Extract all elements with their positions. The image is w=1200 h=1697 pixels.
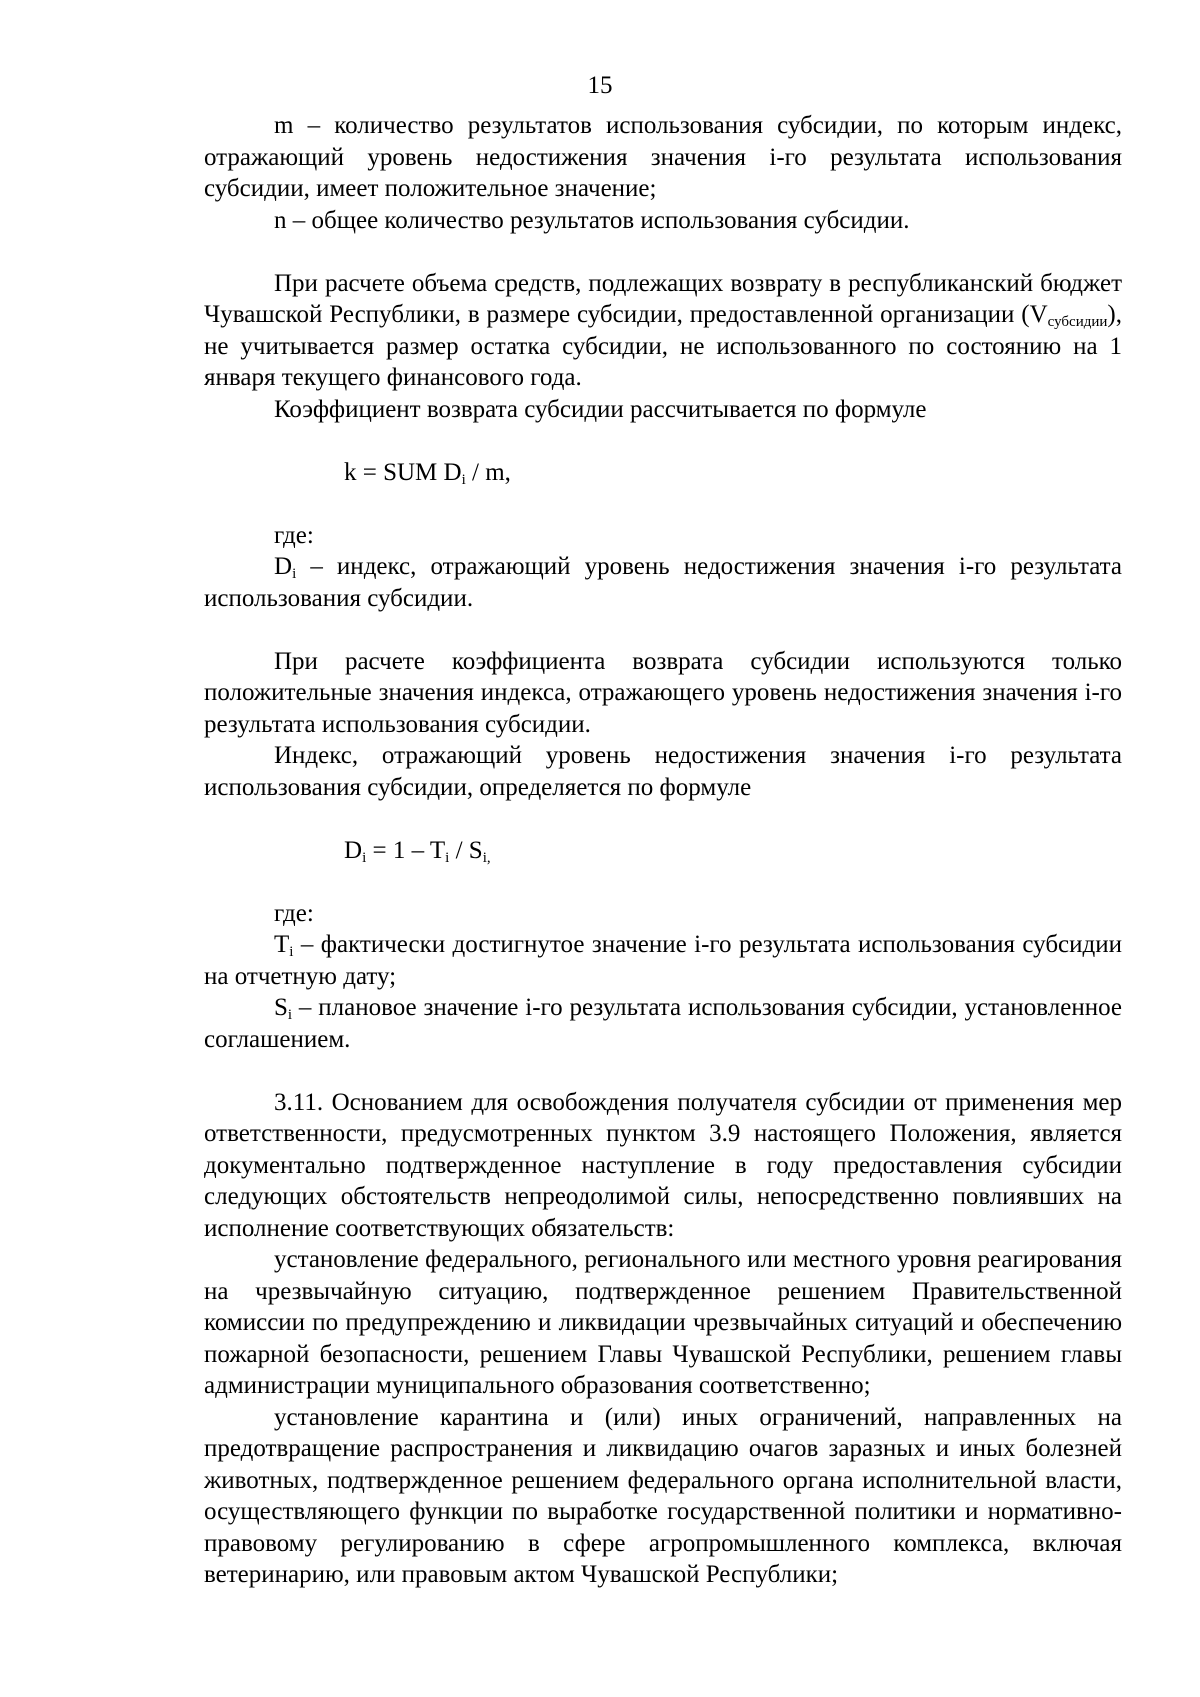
- formula-k-subscript: i: [461, 471, 466, 488]
- formula-d-part-b: = 1 – T: [366, 836, 446, 864]
- document-body: [204, 110, 1122, 1591]
- di-symbol: D: [274, 553, 293, 580]
- formula-d-subscript-1: i: [362, 849, 367, 866]
- di-text: – индекс, отражающий уровень недостижения значения i-го результата использования субсидии.: [204, 553, 1122, 612]
- formula-k-part-b: / m,: [465, 458, 511, 486]
- refund-text-end: ), не учитывается размер остатка субсидии, не использованного по состоянию на 1 января текущего финансового года.: [204, 301, 1122, 391]
- refund-subscript: субсидии: [1047, 314, 1108, 330]
- definition-si: [204, 992, 1122, 1055]
- ti-subscript: i: [289, 944, 294, 960]
- formula-d-part-a: D: [344, 836, 363, 864]
- formula-d-part-c: / S: [449, 836, 483, 864]
- refund-text-start: При расчете объема средств, подлежащих возврату в республиканский бюджет Чувашской Республики, в размере субсидии, предоставленной организации (V: [204, 269, 1122, 328]
- definition-n: n – общее количество результатов использования субсидии.: [274, 206, 910, 234]
- formula-d: [204, 835, 1122, 867]
- formula-k-part-a: k = SUM D: [344, 458, 462, 486]
- paragraph-refund-volume: [204, 268, 1122, 394]
- si-symbol: S: [274, 994, 288, 1021]
- formula-d-subscript-2: i: [445, 849, 450, 866]
- where-label-1: где:: [274, 521, 314, 549]
- paragraph-positive-values: При расчете коэффициента возврата субсидии используются только положительные значения индекса, отражающего уровень недостижения значения i-го результата использования субсидии.: [204, 647, 1122, 738]
- definition-di: [204, 551, 1122, 614]
- paragraph-coefficient-intro: Коэффициент возврата субсидии рассчитывается по формуле: [274, 395, 927, 423]
- paragraph-emergency: установление федерального, регионального или местного уровня реагирования на чрезвычайную ситуацию, подтвержденное решением Правительственной комиссии по предупреждению и ликвидации чрезвычайных ситуаций и обеспечению пожарной безопасности, решением Главы Чувашской Республики, решением главы администрации муниципального образования соответственно;: [204, 1246, 1122, 1399]
- paragraph-3-11: 3.11. Основанием для освобождения получателя субсидии от применения мер ответственности, предусмотренных пунктом 3.9 настоящего Положения, является документально подтвержденное наступление в году предоставления субсидии следующих обстоятельств непреодолимой силы, непосредственно повлиявших на исполнение соответствующих обязательств:: [204, 1088, 1122, 1242]
- si-text: – плановое значение i-го результата использования субсидии, установленное соглашением.: [204, 994, 1122, 1053]
- formula-k: [204, 457, 1122, 489]
- ti-symbol: T: [274, 931, 290, 958]
- si-subscript: i: [287, 1007, 293, 1023]
- di-subscript: i: [292, 566, 297, 582]
- paragraph-index-intro: Индекс, отражающий уровень недостижения значения i-го результата использования субсидии, определяется по формуле: [204, 742, 1122, 801]
- where-label-2: где:: [274, 899, 314, 927]
- formula-d-subscript-3: i,: [482, 849, 491, 866]
- ti-text: – фактически достигнутое значение i-го результата использования субсидии на отчетную дату;: [204, 931, 1122, 990]
- paragraph-quarantine: установление карантина и (или) иных ограничений, направленных на предотвращение распространения и ликвидацию очагов заразных и иных болезней животных, подтвержденное решением федерального органа исполнительной власти, осуществляющего функции по выработке государственной политики и нормативно-правовому регулированию в сфере агропромышленного комплекса, включая ветеринарию, или правовым актом Чувашской Республики;: [204, 1403, 1122, 1588]
- page-number: 15: [587, 72, 613, 99]
- definition-ti: [204, 929, 1122, 992]
- definition-m: m – количество результатов использования субсидии, по которым индекс, отражающий уровень недостижения значения i-го результата использования субсидии, имеет положительное значение;: [204, 112, 1122, 202]
